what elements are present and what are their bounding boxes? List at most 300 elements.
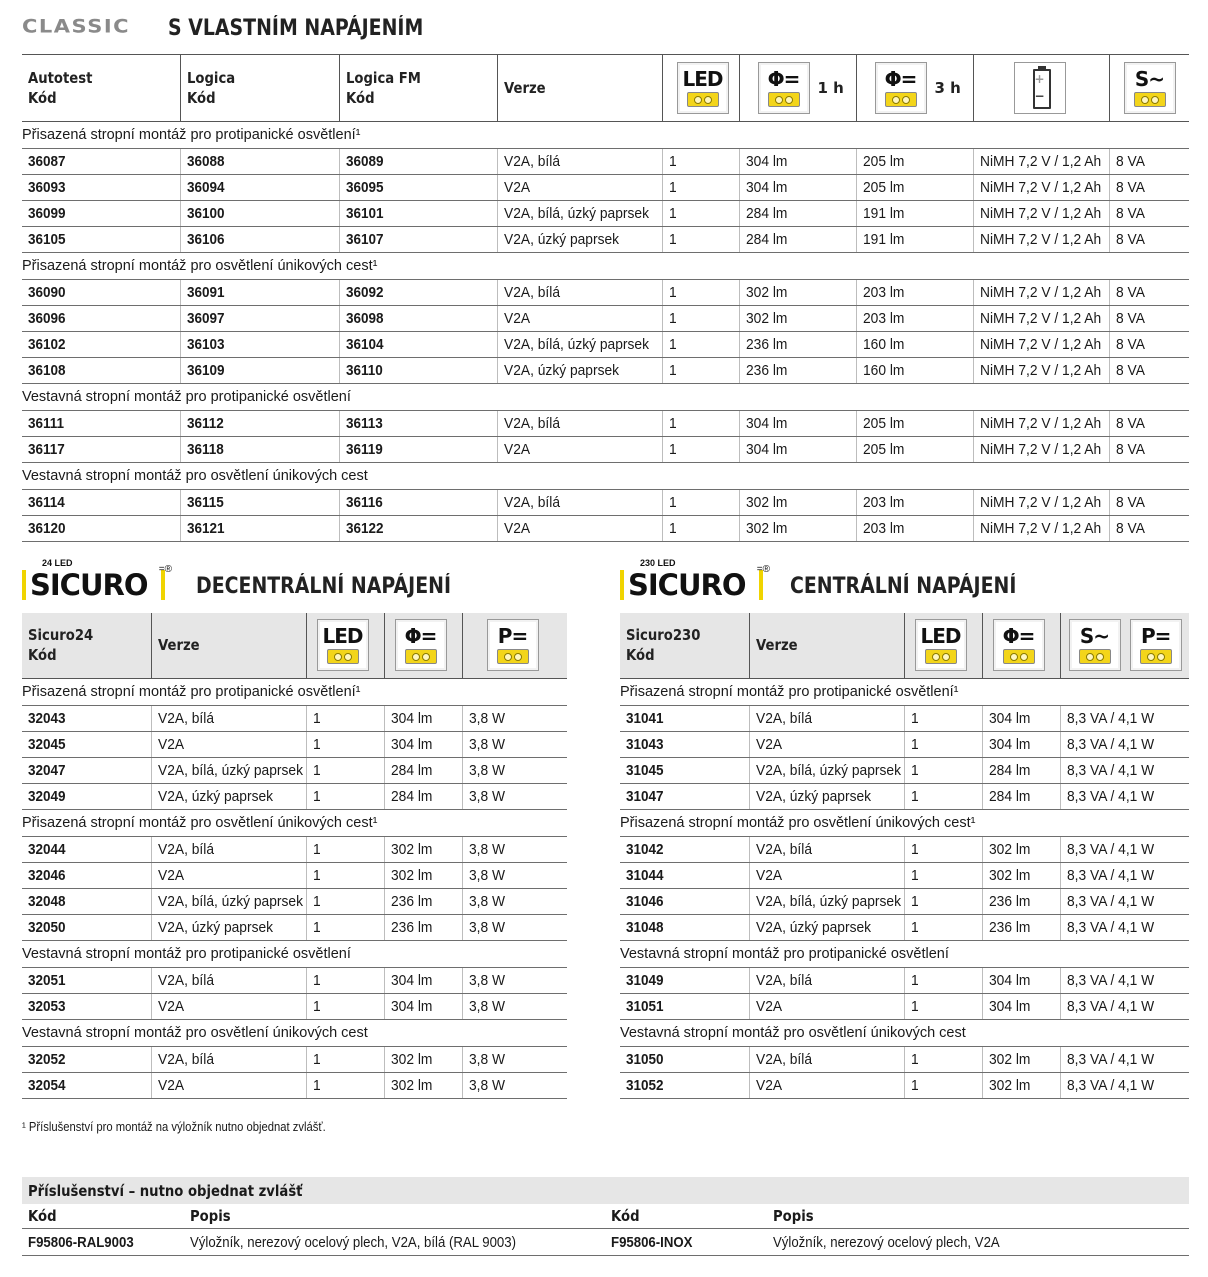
table-cell: 8,3 VA / 4,1 W [1060, 862, 1189, 888]
acc-col-desc: Popis [767, 1204, 1189, 1229]
table-cell: V2A, úzký paprsek [497, 358, 662, 384]
table-cell: V2A, bílá [749, 1046, 904, 1072]
table-cell: 236 lm [739, 332, 856, 358]
table-cell: 302 lm [739, 280, 856, 306]
acc-code: F95806-RAL9003 [22, 1229, 184, 1256]
table-cell: 8,3 VA / 4,1 W [1060, 1046, 1189, 1072]
category-title: Vestavná stropní montáž pro osvětlení únikových cest [22, 463, 1189, 490]
acc-col-code: Kód [605, 1204, 767, 1229]
category-row [620, 809, 1189, 836]
table-cell: 31041 [620, 705, 749, 731]
table-cell: 304 lm [384, 967, 462, 993]
table-cell: 31047 [620, 783, 749, 809]
header-verze: Verze [749, 613, 904, 678]
table-cell: 8,3 VA / 4,1 W [1060, 836, 1189, 862]
table-row [22, 888, 567, 914]
sicuro24-logo: SICURO 24 LED =® [22, 566, 172, 611]
table-cell: 302 lm [739, 516, 856, 542]
category-row [22, 122, 1189, 149]
table-cell: 8 VA [1109, 490, 1189, 516]
header-led [904, 613, 982, 678]
table-cell: 32052 [22, 1046, 151, 1072]
table-cell: 1 [662, 332, 739, 358]
table-cell: 1 [904, 1072, 982, 1098]
table-cell: 1 [904, 967, 982, 993]
table-row [22, 332, 1189, 358]
classic-table [22, 54, 1189, 542]
table-cell: V2A, bílá [497, 490, 662, 516]
table-cell: NiMH 7,2 V / 1,2 Ah [973, 201, 1109, 227]
table-cell: 36095 [339, 175, 497, 201]
table-cell: V2A, bílá [151, 967, 306, 993]
table-cell: V2A, úzký paprsek [151, 914, 306, 940]
table-cell: 203 lm [856, 516, 973, 542]
category-row [22, 940, 567, 967]
power-consumption-icon: P= [487, 619, 539, 671]
table-cell: 1 [306, 1046, 384, 1072]
sicuro24-title: DECENTRÁLNÍ NAPÁJENÍ [196, 574, 452, 599]
table-cell: 203 lm [856, 490, 973, 516]
table-row [22, 149, 1189, 175]
table-cell: 1 [306, 783, 384, 809]
table-cell: 1 [904, 1046, 982, 1072]
table-cell: 32045 [22, 731, 151, 757]
table-cell: NiMH 7,2 V / 1,2 Ah [973, 227, 1109, 253]
table-cell: 36121 [180, 516, 339, 542]
table-cell: 31049 [620, 967, 749, 993]
apparent-power-icon: S~ [1069, 619, 1121, 671]
table-row [22, 175, 1189, 201]
table-cell: 36090 [22, 280, 180, 306]
table-cell: V2A, bílá [151, 836, 306, 862]
table-cell: 31043 [620, 731, 749, 757]
table-cell: 236 lm [739, 358, 856, 384]
table-cell: 1 [662, 358, 739, 384]
table-cell: 304 lm [739, 175, 856, 201]
table-row [620, 888, 1189, 914]
battery-icon: + − [1014, 62, 1066, 114]
table-cell: 304 lm [384, 993, 462, 1019]
table-cell: 3,8 W [462, 1072, 567, 1098]
category-title: Přisazená stropní montáž pro protipanické osvětlení¹ [22, 678, 567, 705]
table-cell: 36099 [22, 201, 180, 227]
table-cell: 36115 [180, 490, 339, 516]
table-cell: 31045 [620, 757, 749, 783]
table-cell: 302 lm [739, 306, 856, 332]
luminous-flux-icon: Φ= [395, 619, 447, 671]
table-cell: 36107 [339, 227, 497, 253]
table-cell: 304 lm [982, 967, 1060, 993]
table-cell: 8,3 VA / 4,1 W [1060, 914, 1189, 940]
table-cell: 160 lm [856, 358, 973, 384]
table-cell: 1 [662, 201, 739, 227]
category-title: Vestavná stropní montáž pro protipanické osvětlení [22, 940, 567, 967]
table-row [22, 836, 567, 862]
table-row [22, 757, 567, 783]
table-cell: 36111 [22, 411, 180, 437]
table-cell: 8 VA [1109, 280, 1189, 306]
table-cell: NiMH 7,2 V / 1,2 Ah [973, 149, 1109, 175]
table-cell: 284 lm [982, 757, 1060, 783]
table-row [22, 993, 567, 1019]
table-cell: 36113 [339, 411, 497, 437]
table-cell: 1 [306, 967, 384, 993]
table-cell: V2A, úzký paprsek [749, 783, 904, 809]
sicuro24-header-row [22, 613, 567, 678]
table-cell: NiMH 7,2 V / 1,2 Ah [973, 306, 1109, 332]
table-cell: NiMH 7,2 V / 1,2 Ah [973, 280, 1109, 306]
table-row [22, 358, 1189, 384]
table-cell: 1 [904, 993, 982, 1019]
table-row [620, 757, 1189, 783]
table-cell: 1 [662, 490, 739, 516]
table-cell: 32053 [22, 993, 151, 1019]
table-cell: V2A [749, 993, 904, 1019]
classic-logo: CLASSIC [22, 15, 131, 37]
accessories-row [22, 1229, 1189, 1256]
table-cell: 1 [662, 306, 739, 332]
table-cell: V2A [151, 993, 306, 1019]
table-cell: 8 VA [1109, 332, 1189, 358]
acc-code: F95806-INOX [605, 1229, 767, 1256]
table-cell: 203 lm [856, 306, 973, 332]
table-cell: 36108 [22, 358, 180, 384]
header-flux [384, 613, 462, 678]
table-cell: 302 lm [739, 490, 856, 516]
header-supply-power [1060, 613, 1189, 678]
table-cell: 36120 [22, 516, 180, 542]
category-row [22, 463, 1189, 490]
table-cell: 1 [662, 437, 739, 463]
table-cell: 32047 [22, 757, 151, 783]
category-title: Přisazená stropní montáž pro osvětlení únikových cest¹ [22, 809, 567, 836]
table-cell: 36100 [180, 201, 339, 227]
category-title: Přisazená stropní montáž pro protipanické osvětlení¹ [620, 678, 1189, 705]
header-logica: Logica Kód [180, 55, 339, 122]
table-cell: 191 lm [856, 201, 973, 227]
table-row [22, 306, 1189, 332]
table-cell: V2A, úzký paprsek [151, 783, 306, 809]
table-cell: 8 VA [1109, 175, 1189, 201]
table-cell: 304 lm [982, 705, 1060, 731]
table-cell: V2A, bílá, úzký paprsek [151, 888, 306, 914]
table-cell: 302 lm [982, 1046, 1060, 1072]
table-cell: 32050 [22, 914, 151, 940]
table-cell: V2A, bílá [749, 836, 904, 862]
table-cell: 1 [904, 731, 982, 757]
table-cell: 302 lm [384, 862, 462, 888]
table-cell: 32051 [22, 967, 151, 993]
table-cell: 36098 [339, 306, 497, 332]
table-cell: 205 lm [856, 411, 973, 437]
table-cell: V2A [497, 175, 662, 201]
table-cell: V2A, bílá [749, 705, 904, 731]
table-row [620, 967, 1189, 993]
table-cell: 1 [306, 731, 384, 757]
table-cell: 284 lm [739, 201, 856, 227]
acc-desc: Výložník, nerezový ocelový plech, V2A, bílá (RAL 9003) [184, 1229, 605, 1256]
table-cell: V2A, bílá [497, 411, 662, 437]
table-cell: 36116 [339, 490, 497, 516]
table-cell: 1 [662, 149, 739, 175]
table-cell: 302 lm [982, 836, 1060, 862]
table-cell: 32054 [22, 1072, 151, 1098]
table-cell: 36091 [180, 280, 339, 306]
header-led [306, 613, 384, 678]
table-cell: 1 [904, 757, 982, 783]
table-row [22, 967, 567, 993]
table-cell: 36092 [339, 280, 497, 306]
table-cell: 36102 [22, 332, 180, 358]
table-cell: 8 VA [1109, 437, 1189, 463]
table-cell: 1 [306, 705, 384, 731]
table-cell: V2A, bílá, úzký paprsek [749, 757, 904, 783]
table-cell: 31050 [620, 1046, 749, 1072]
table-row [22, 705, 567, 731]
header-verze: Verze [497, 55, 662, 122]
table-cell: 8,3 VA / 4,1 W [1060, 757, 1189, 783]
table-cell: 1 [662, 280, 739, 306]
table-cell: 236 lm [982, 888, 1060, 914]
category-row [22, 678, 567, 705]
table-row [22, 411, 1189, 437]
accessories-table [22, 1204, 1189, 1256]
category-title: Vestavná stropní montáž pro osvětlení únikových cest [22, 1019, 567, 1046]
table-row [620, 993, 1189, 1019]
table-cell: 160 lm [856, 332, 973, 358]
table-cell: 304 lm [982, 731, 1060, 757]
table-cell: 36087 [22, 149, 180, 175]
table-cell: 205 lm [856, 149, 973, 175]
table-cell: 304 lm [384, 705, 462, 731]
table-cell: V2A, úzký paprsek [749, 914, 904, 940]
table-row [22, 1072, 567, 1098]
table-row [22, 516, 1189, 542]
table-cell: 236 lm [982, 914, 1060, 940]
table-cell: 36093 [22, 175, 180, 201]
apparent-power-icon: S~ [1124, 62, 1176, 114]
table-cell: 8,3 VA / 4,1 W [1060, 1072, 1189, 1098]
table-cell: 8,3 VA / 4,1 W [1060, 993, 1189, 1019]
header-battery [973, 55, 1109, 122]
table-cell: 203 lm [856, 280, 973, 306]
table-cell: 36101 [339, 201, 497, 227]
table-cell: 304 lm [384, 731, 462, 757]
table-cell: 36114 [22, 490, 180, 516]
category-title: Přisazená stropní montáž pro protipanické osvětlení¹ [22, 122, 1189, 149]
table-cell: 8 VA [1109, 227, 1189, 253]
table-cell: 1 [306, 888, 384, 914]
header-sicuro24-code: Sicuro24 Kód [22, 613, 151, 678]
table-cell: V2A, bílá, úzký paprsek [497, 201, 662, 227]
table-cell: 1 [306, 757, 384, 783]
table-cell: NiMH 7,2 V / 1,2 Ah [973, 411, 1109, 437]
table-row [22, 862, 567, 888]
table-row [22, 914, 567, 940]
acc-desc: Výložník, nerezový ocelový plech, V2A [767, 1229, 1189, 1256]
table-cell: 8 VA [1109, 306, 1189, 332]
table-cell: 1 [306, 862, 384, 888]
table-cell: 3,8 W [462, 783, 567, 809]
table-cell: 304 lm [982, 993, 1060, 1019]
table-cell: 8 VA [1109, 149, 1189, 175]
table-cell: 1 [662, 227, 739, 253]
table-cell: V2A, bílá, úzký paprsek [749, 888, 904, 914]
table-cell: 36097 [180, 306, 339, 332]
table-cell: 205 lm [856, 437, 973, 463]
table-cell: V2A [497, 516, 662, 542]
header-logica-fm: Logica FM Kód [339, 55, 497, 122]
table-cell: V2A [497, 437, 662, 463]
table-row [22, 490, 1189, 516]
table-cell: 31051 [620, 993, 749, 1019]
table-cell: 32046 [22, 862, 151, 888]
table-cell: 284 lm [739, 227, 856, 253]
table-cell: 32049 [22, 783, 151, 809]
classic-title: S VLASTNÍM NAPÁJENÍM [168, 16, 424, 41]
table-cell: 31046 [620, 888, 749, 914]
header-flux-3h: Φ= 3 h [856, 55, 973, 122]
led-count-icon: LED [677, 62, 729, 114]
table-row [22, 783, 567, 809]
table-cell: 1 [662, 411, 739, 437]
table-cell: V2A [497, 306, 662, 332]
table-row [22, 1046, 567, 1072]
table-cell: 3,8 W [462, 993, 567, 1019]
header-autotest: Autotest Kód [22, 55, 180, 122]
table-cell: 36109 [180, 358, 339, 384]
table-row [620, 836, 1189, 862]
table-cell: 3,8 W [462, 967, 567, 993]
category-row [620, 940, 1189, 967]
sicuro24-table [22, 613, 567, 1099]
power-consumption-icon: P= [1130, 619, 1182, 671]
table-cell: 36112 [180, 411, 339, 437]
classic-header-row [22, 55, 1189, 122]
table-cell: 1 [306, 993, 384, 1019]
header-power [462, 613, 567, 678]
table-row [22, 280, 1189, 306]
table-cell: V2A [749, 862, 904, 888]
header-verze: Verze [151, 613, 306, 678]
luminous-flux-icon: Φ= [758, 62, 810, 114]
category-row [620, 1019, 1189, 1046]
table-cell: NiMH 7,2 V / 1,2 Ah [973, 175, 1109, 201]
table-row [22, 437, 1189, 463]
table-cell: 36104 [339, 332, 497, 358]
table-cell: 8 VA [1109, 411, 1189, 437]
table-cell: 8,3 VA / 4,1 W [1060, 783, 1189, 809]
category-row [620, 678, 1189, 705]
table-cell: 36089 [339, 149, 497, 175]
table-cell: 36096 [22, 306, 180, 332]
table-cell: 302 lm [384, 836, 462, 862]
accessories-header-row [22, 1204, 1189, 1229]
table-cell: 1 [904, 862, 982, 888]
table-cell: V2A [749, 1072, 904, 1098]
table-row [620, 862, 1189, 888]
table-cell: 36106 [180, 227, 339, 253]
table-cell: 3,8 W [462, 888, 567, 914]
table-cell: V2A, úzký paprsek [497, 227, 662, 253]
table-cell: 32048 [22, 888, 151, 914]
table-cell: V2A, bílá [497, 149, 662, 175]
table-cell: 3,8 W [462, 862, 567, 888]
table-cell: 36119 [339, 437, 497, 463]
table-cell: 1 [662, 516, 739, 542]
table-cell: 1 [904, 888, 982, 914]
table-cell: 304 lm [739, 411, 856, 437]
table-cell: V2A [151, 862, 306, 888]
luminous-flux-icon: Φ= [875, 62, 927, 114]
table-cell: V2A [749, 731, 904, 757]
table-cell: NiMH 7,2 V / 1,2 Ah [973, 516, 1109, 542]
table-cell: V2A, bílá [151, 705, 306, 731]
table-cell: 302 lm [384, 1072, 462, 1098]
category-title: Vestavná stropní montáž pro protipanické osvětlení [22, 384, 1189, 411]
table-cell: 284 lm [384, 757, 462, 783]
table-row [22, 227, 1189, 253]
table-cell: 36088 [180, 149, 339, 175]
table-cell: NiMH 7,2 V / 1,2 Ah [973, 358, 1109, 384]
table-cell: 3,8 W [462, 757, 567, 783]
table-row [620, 1072, 1189, 1098]
category-row [22, 253, 1189, 280]
sicuro230-logo: SICURO 230 LED =® [620, 566, 770, 611]
table-cell: V2A [151, 1072, 306, 1098]
table-cell: 32043 [22, 705, 151, 731]
footnote: ¹ Příslušenství pro montáž na výložník nutno objednat zvlášť. [22, 1120, 326, 1134]
table-cell: 3,8 W [462, 705, 567, 731]
table-cell: V2A, bílá, úzký paprsek [497, 332, 662, 358]
table-cell: 1 [306, 1072, 384, 1098]
table-cell: V2A, bílá [497, 280, 662, 306]
sicuro230-title: CENTRÁLNÍ NAPÁJENÍ [790, 574, 1017, 599]
table-cell: 284 lm [982, 783, 1060, 809]
table-cell: 304 lm [739, 437, 856, 463]
accessories-header: Příslušenství – nutno objednat zvlášť [22, 1177, 1189, 1204]
led-count-icon: LED [317, 619, 369, 671]
table-cell: V2A [151, 731, 306, 757]
table-cell: 36118 [180, 437, 339, 463]
header-flux-1h: Φ= 1 h [739, 55, 856, 122]
table-cell: 8,3 VA / 4,1 W [1060, 731, 1189, 757]
table-row [22, 731, 567, 757]
table-cell: 1 [904, 705, 982, 731]
category-title: Přisazená stropní montáž pro osvětlení únikových cest¹ [22, 253, 1189, 280]
table-cell: 3,8 W [462, 731, 567, 757]
table-cell: 284 lm [384, 783, 462, 809]
table-cell: 31044 [620, 862, 749, 888]
table-row [22, 201, 1189, 227]
category-title: Přisazená stropní montáž pro osvětlení únikových cest¹ [620, 809, 1189, 836]
table-cell: 302 lm [982, 862, 1060, 888]
acc-col-desc: Popis [184, 1204, 605, 1229]
led-count-icon: LED [915, 619, 967, 671]
table-cell: 3,8 W [462, 836, 567, 862]
table-cell: 1 [904, 783, 982, 809]
table-cell: 36094 [180, 175, 339, 201]
table-cell: NiMH 7,2 V / 1,2 Ah [973, 332, 1109, 358]
table-row [620, 705, 1189, 731]
table-cell: 304 lm [739, 149, 856, 175]
header-flux [982, 613, 1060, 678]
table-row [620, 731, 1189, 757]
header-sicuro230-code: Sicuro230 Kód [620, 613, 749, 678]
table-row [620, 783, 1189, 809]
table-cell: V2A, bílá [749, 967, 904, 993]
header-supply [1109, 55, 1189, 122]
